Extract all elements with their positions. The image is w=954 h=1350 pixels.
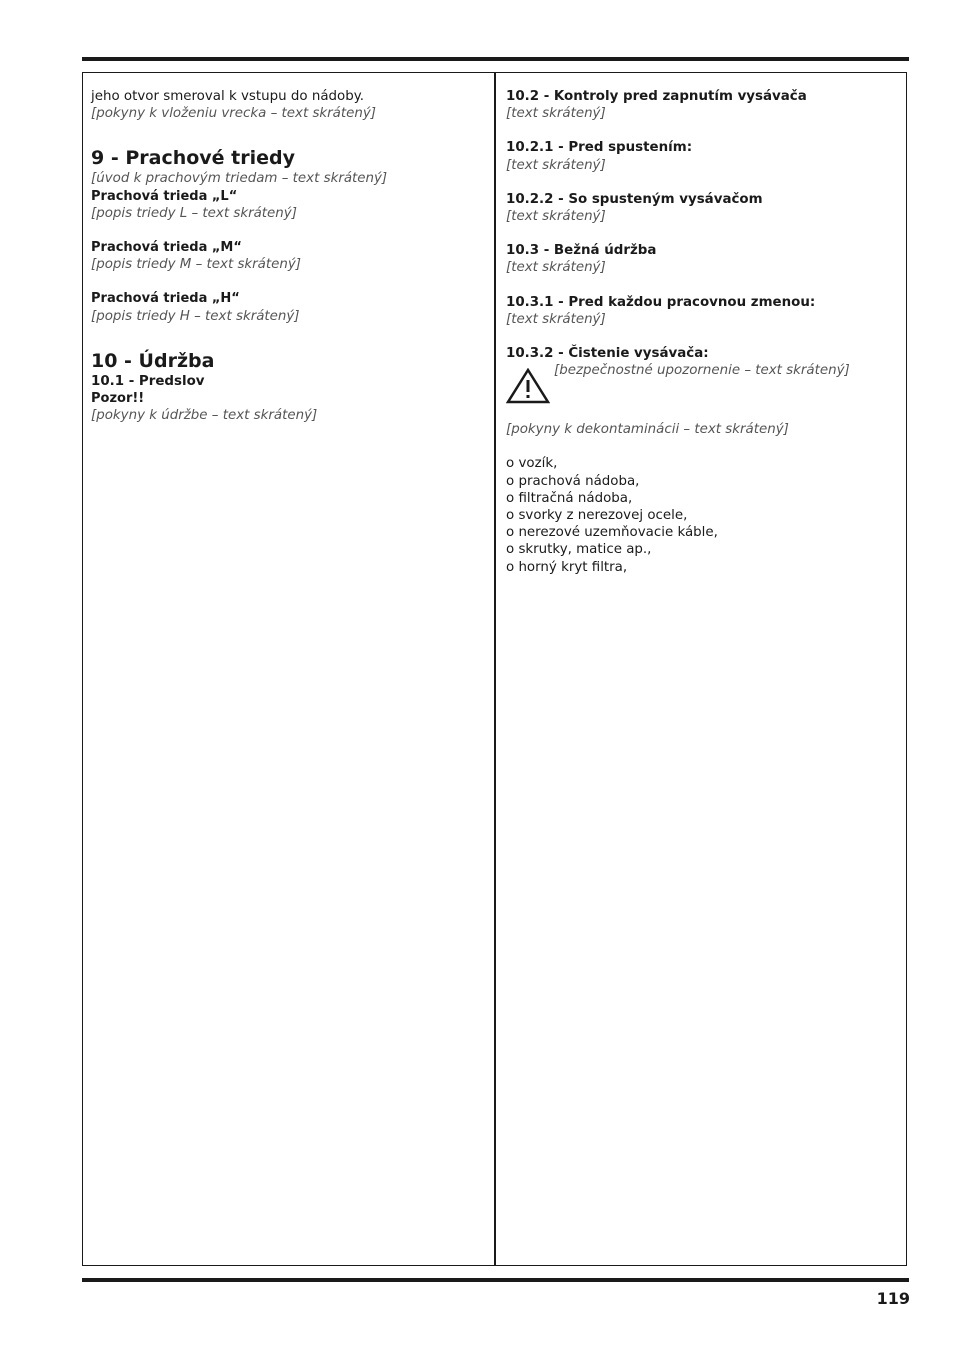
section-9-summary: [úvod k prachovým triedam – text skrátený] [91,171,388,187]
list-item: o filtračná nádoba, [506,490,633,506]
list-item: o vozík, [506,456,558,472]
list-item: o horný kryt filtra, [506,559,628,575]
section-10-3-2-heading: 10.3.2 - Čistenie vysávača: [506,346,709,362]
section-10-3-1-summary: [text skrátený] [506,311,606,327]
section-10-3-summary: [text skrátený] [506,260,606,276]
autoclave-list [506,455,898,575]
section-10-2-2-summary: [text skrátený] [506,209,606,225]
section-10-2-summary: [text skrátený] [506,106,606,122]
page-number: 119 [876,1289,910,1308]
section-10-2-1-summary: [text skrátený] [506,157,606,173]
section-10-1-heading: 10.1 - Predslov [91,373,205,389]
bottom-rule [82,1278,909,1282]
dust-class-l-heading: Prachová trieda „L“ [91,188,238,204]
list-item: o skrutky, matice ap., [506,542,652,558]
section-9-title: 9 - Prachové triedy [91,147,296,170]
list-item: o svorky z nerezovej ocele, [506,508,688,524]
dust-class-h-summary: [popis triedy H – text skrátený] [91,308,300,324]
list-item: o nerezové uzemňovacie káble, [506,525,718,541]
section-10-3-1-heading: 10.3.1 - Pred každou pracovnou zmenou: [506,294,816,310]
intro-summary: [pokyny k vloženiu vrecka – text skrátený] [91,106,377,122]
section-10-title: 10 - Údržba [91,349,215,372]
section-10-2-2-heading: 10.2.2 - So spusteným vysávačom [506,191,763,207]
section-10-2-1-heading: 10.2.1 - Pred spustením: [506,140,693,156]
warning-triangle-icon [506,368,550,404]
dust-class-m-heading: Prachová trieda „M“ [91,240,242,256]
attention-label: Pozor!! [91,391,145,407]
warning-block [506,362,898,404]
dust-class-h-heading: Prachová trieda „H“ [91,291,240,307]
right-column [506,88,898,576]
intro-excerpt: jeho otvor smeroval k vstupu do nádoby. [91,89,364,104]
section-10-1-summary: [pokyny k údržbe – text skrátený] [91,408,318,424]
warning-summary: [bezpečnostné upozornenie – text skrátený] [554,363,850,379]
section-10-2-heading: 10.2 - Kontroly pred zapnutím vysávača [506,89,807,104]
section-10-3-2-summary: [pokyny k dekontaminácii – text skrátený] [506,422,789,438]
top-rule [82,57,909,61]
left-column [91,88,487,424]
dust-class-l-summary: [popis triedy L – text skrátený] [91,205,297,221]
list-item: o prachová nádoba, [506,473,640,489]
dust-class-m-summary: [popis triedy M – text skrátený] [91,257,302,273]
column-divider [494,72,496,1266]
section-10-3-heading: 10.3 - Bežná údržba [506,243,657,259]
